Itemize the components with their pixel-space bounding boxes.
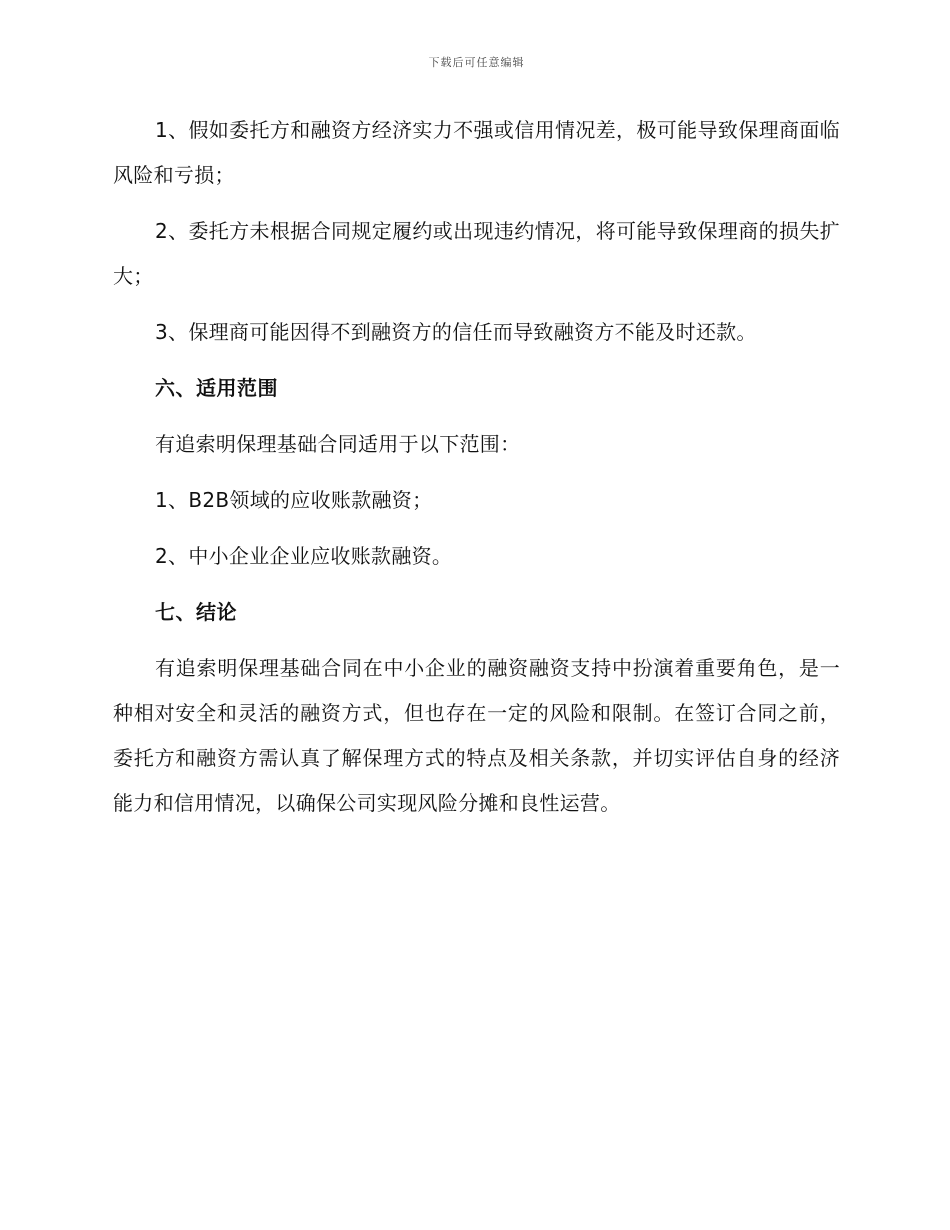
risk-item-2: 2、委托方未根据合同规定履约或出现违约情况，将可能导致保理商的损失扩大； [113,219,840,288]
section-heading-conclusion: 七、结论 [155,600,237,624]
scope-intro: 有追索明保理基础合同适用于以下范围： [155,432,521,456]
conclusion-paragraph: 有追索明保理基础合同在中小企业的融资融资支持中扮演着重要角色，是一种相对安全和灵活的融资方式，但也存在一定的风险和限制。在签订合同之前，委托方和融资方需认真了解保理方式的特点及相关条款，并切实评估自身的经济能力和信用情况，以确保公司实现风险分摊和良性运营。 [113,656,840,815]
scope-item-2: 2、中小企业企业应收账款融资。 [155,544,453,568]
scope-item-1: 1、B2B领域的应收账款融资； [155,488,433,512]
document-body [113,108,840,826]
risk-item-1: 1、假如委托方和融资方经济实力不强或信用情况差，极可能导致保理商面临风险和亏损； [113,118,840,187]
risk-item-3: 3、保理商可能因得不到融资方的信任而导致融资方不能及时还款。 [155,320,757,344]
section-heading-scope: 六、适用范围 [155,376,278,400]
page-header-note: 下载后可任意编辑 [428,56,525,69]
